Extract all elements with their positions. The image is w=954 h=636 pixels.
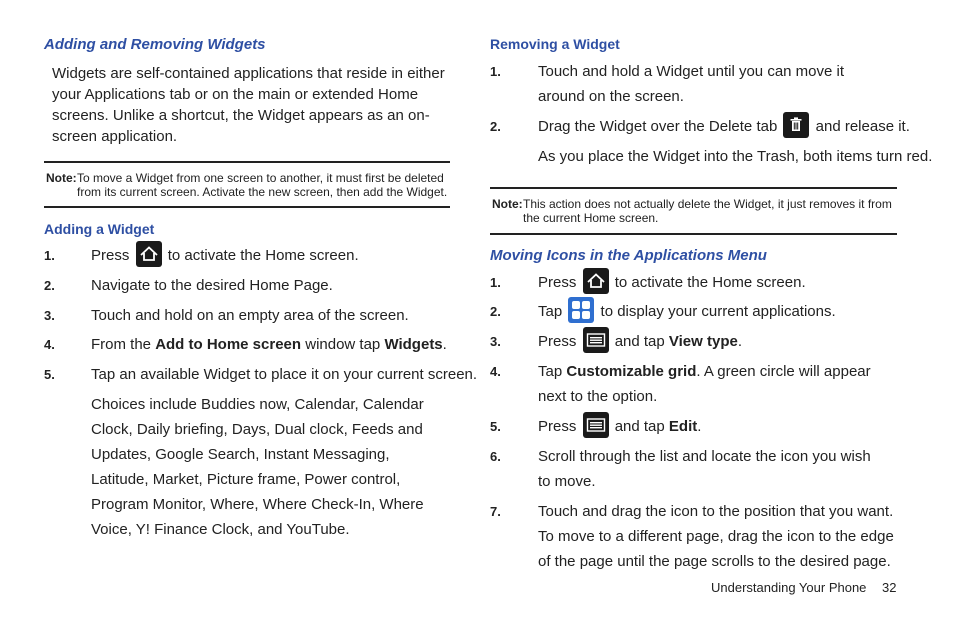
- step-text: and release it.: [815, 118, 910, 135]
- list-item: [44, 303, 450, 329]
- step-number: 5.: [490, 419, 501, 434]
- step-term: View type: [668, 333, 738, 350]
- list-item: [490, 499, 897, 575]
- step-text: to activate the Home screen.: [614, 274, 806, 291]
- applications-icon: [568, 297, 594, 323]
- step-number: 1.: [490, 64, 501, 79]
- step-number: 4.: [490, 364, 501, 379]
- home-icon: [136, 241, 162, 267]
- list-item: [490, 359, 897, 411]
- note-box-delete-widget: [490, 187, 897, 235]
- list-item: [490, 414, 897, 440]
- step-text: .: [442, 336, 447, 353]
- list-item: [490, 114, 910, 140]
- step-text: Tap: [538, 303, 563, 320]
- step-text: .: [737, 333, 742, 350]
- heading-adding-widget: Adding a Widget: [44, 221, 155, 237]
- step-text: Scroll through the list and locate the icon you wish to move.: [538, 448, 871, 490]
- note-text: To move a Widget from one screen to another, it must first be deleted from its current screen. Activate the new screen, then add the Widget.: [77, 171, 448, 199]
- step-text: Drag the Widget over the Delete tab: [538, 118, 778, 135]
- step-term: Widgets: [384, 336, 443, 353]
- step-text: Press: [538, 333, 577, 350]
- step-number: 2.: [490, 119, 501, 134]
- step-text: .: [697, 418, 702, 435]
- step-text: window tap: [305, 336, 381, 353]
- list-item: [490, 299, 897, 325]
- trash-note: As you place the Widget into the Trash, both items turn red.: [538, 148, 933, 165]
- menu-icon: [583, 327, 609, 353]
- step-term: Edit: [668, 418, 698, 435]
- step-text: Press: [91, 247, 130, 264]
- step-number: 2.: [44, 278, 55, 293]
- step-text: Touch and drag the icon to the position that you want. To move to a different page, drag the icon to the edge of the page until the page scrolls to the desired page.: [538, 503, 894, 570]
- step-number: 1.: [44, 248, 55, 263]
- trash-icon: [783, 112, 809, 138]
- note-label: Note:: [492, 197, 523, 211]
- list-item: [490, 270, 897, 296]
- step-text: From the: [91, 336, 152, 353]
- step-term: Customizable grid: [566, 363, 697, 380]
- heading-removing-widget: Removing a Widget: [490, 36, 620, 52]
- heading-moving-icons: Moving Icons in the Applications Menu: [490, 247, 767, 264]
- step-number: 3.: [44, 308, 55, 323]
- step-text: to display your current applications.: [600, 303, 836, 320]
- step-number: 1.: [490, 275, 501, 290]
- step-number: 7.: [490, 504, 501, 519]
- step-text: Tap: [538, 363, 563, 380]
- step-number: 6.: [490, 449, 501, 464]
- step-text: Tap an available Widget to place it on your current screen.: [91, 366, 478, 383]
- step-term: Add to Home screen: [155, 336, 302, 353]
- footer-section-title: Understanding Your Phone: [711, 580, 867, 595]
- step-text: . A green circle will appear next to the option.: [538, 363, 871, 405]
- list-item: [44, 332, 450, 358]
- step-text: Press: [538, 418, 577, 435]
- step-number: 2.: [490, 304, 501, 319]
- widget-choices-paragraph: Choices include Buddies now, Calendar, Calendar Clock, Daily briefing, Days, Dual clock, Feeds and Updates, Google Search, Instant Messaging, Latitude, Market, Picture frame, Power control, Program Monitor, Where, Where Check-In, Where Voice, Y! Finance Clock, and YouTube.: [91, 396, 424, 538]
- list-item: [44, 362, 478, 388]
- note-text: This action does not actually delete the Widget, it just removes it from the current Home screen.: [523, 197, 892, 225]
- list-item: [490, 329, 897, 355]
- note-box-move-widget: [44, 161, 450, 208]
- step-text: Press: [538, 274, 577, 291]
- step-number: 5.: [44, 367, 55, 382]
- step-text: Touch and hold on an empty area of the screen.: [91, 307, 409, 324]
- step-number: 4.: [44, 337, 55, 352]
- list-item: [44, 243, 450, 269]
- note-label: Note:: [46, 171, 77, 185]
- list-item: [44, 273, 450, 299]
- heading-adding-removing-widgets: Adding and Removing Widgets: [44, 36, 266, 53]
- step-text: and tap: [614, 333, 665, 350]
- step-text: to activate the Home screen.: [167, 247, 359, 264]
- home-icon: [583, 268, 609, 294]
- step-number: 3.: [490, 334, 501, 349]
- list-item: [490, 444, 897, 496]
- intro-paragraph: Widgets are self-contained applications that reside in either your Applications tab or on the main or extended Home screens. Unlike a shortcut, the Widget appears as an on-screen application.: [52, 65, 445, 145]
- list-item: [490, 59, 897, 111]
- step-text: Navigate to the desired Home Page.: [91, 277, 333, 294]
- step-text: and tap: [614, 418, 665, 435]
- footer-page-number: 32: [882, 580, 897, 595]
- menu-icon: [583, 412, 609, 438]
- step-text: Touch and hold a Widget until you can move it around on the screen.: [538, 63, 845, 105]
